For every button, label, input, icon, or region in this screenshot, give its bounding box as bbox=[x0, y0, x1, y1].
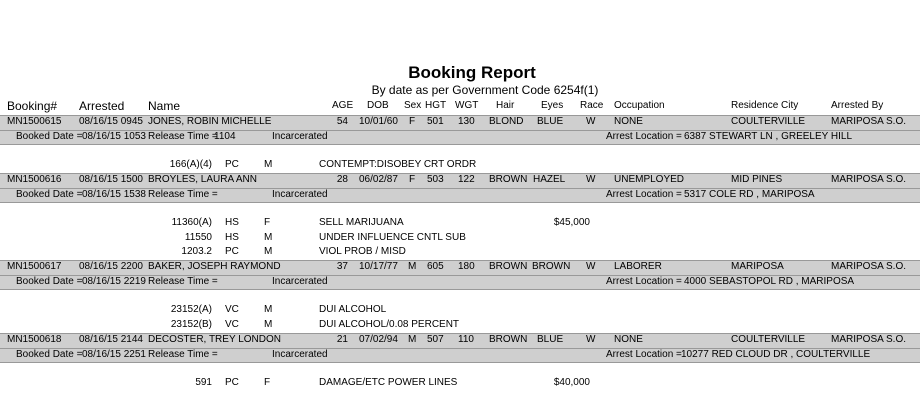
arrest-location-value: 5317 COLE RD , MARIPOSA bbox=[684, 189, 815, 200]
charge-level: M bbox=[264, 159, 273, 170]
weight-value: 110 bbox=[458, 334, 474, 345]
age-value: 28 bbox=[336, 174, 348, 185]
release-time-label: Release Time = bbox=[148, 131, 218, 142]
arrested-datetime: 08/16/15 0945 bbox=[79, 116, 143, 127]
person-name: JONES, ROBIN MICHELLE bbox=[148, 116, 272, 127]
charge-code: 1203.2 bbox=[181, 246, 212, 257]
col-name: Name bbox=[148, 99, 181, 113]
release-time-label: Release Time = bbox=[148, 189, 218, 200]
person-name: BAKER, JOSEPH RAYMOND bbox=[148, 261, 281, 272]
booked-date-value: 08/16/15 1053 bbox=[82, 131, 146, 142]
weight-value: 180 bbox=[458, 261, 475, 272]
booked-date-label: Booked Date = bbox=[16, 349, 83, 360]
height-value: 605 bbox=[427, 261, 444, 272]
charge-description: DUI ALCOHOL/0.08 PERCENT bbox=[319, 319, 460, 330]
status-value: Incarcerated bbox=[272, 189, 328, 200]
arrest-location-label: Arrest Location = bbox=[606, 189, 682, 200]
sex-value: M bbox=[408, 261, 417, 272]
col-wgt: WGT bbox=[455, 100, 479, 111]
arrested-by-value: MARIPOSA S.O. bbox=[831, 116, 907, 127]
residence-city-value: COULTERVILLE bbox=[731, 116, 806, 127]
residence-city-value: MARIPOSA bbox=[731, 261, 784, 272]
race-value: W bbox=[586, 334, 596, 345]
charge-type: HS bbox=[225, 232, 239, 243]
charge-code: 23152(B) bbox=[170, 319, 212, 330]
charge-level: M bbox=[264, 232, 273, 243]
height-value: 501 bbox=[427, 116, 444, 127]
booked-date-value: 08/16/15 2251 bbox=[82, 349, 146, 360]
dob-value: 10/01/60 bbox=[359, 116, 398, 127]
arrest-location-value: 6387 STEWART LN , GREELEY HILL bbox=[684, 131, 853, 142]
charge-level: F bbox=[264, 217, 271, 228]
status-value: Incarcerated bbox=[272, 276, 328, 287]
arrest-location-label: Arrest Location = bbox=[606, 276, 682, 287]
charge-type: PC bbox=[225, 246, 239, 257]
booking-number: MN1500616 bbox=[7, 174, 62, 185]
charge-description: VIOL PROB / MISD bbox=[319, 246, 406, 257]
arrested-datetime: 08/16/15 1500 bbox=[79, 174, 143, 185]
residence-city-value: MID PINES bbox=[731, 174, 783, 185]
release-time-label: Release Time = bbox=[148, 276, 218, 287]
charge-code: 591 bbox=[195, 377, 212, 388]
weight-value: 122 bbox=[458, 174, 475, 185]
arrested-datetime: 08/16/15 2200 bbox=[79, 261, 143, 272]
report-subtitle: By date as per Government Code 6254f(1) bbox=[371, 83, 599, 97]
arrest-location-value: 10277 RED CLOUD DR , COULTERVILLE bbox=[681, 349, 871, 360]
sex-value: F bbox=[409, 174, 416, 185]
booked-date-value: 08/16/15 1538 bbox=[82, 189, 146, 200]
charge-level: M bbox=[264, 319, 273, 330]
height-value: 507 bbox=[427, 334, 444, 345]
charge-code: 11360(A) bbox=[171, 217, 212, 228]
charge-description: SELL MARIJUANA bbox=[319, 217, 404, 228]
person-name: DECOSTER, TREY LONDON bbox=[148, 334, 281, 345]
charge-type: PC bbox=[225, 159, 239, 170]
race-value: W bbox=[586, 261, 596, 272]
arrested-datetime: 08/16/15 2144 bbox=[79, 334, 143, 345]
height-value: 503 bbox=[427, 174, 444, 185]
release-time-label: Release Time = bbox=[148, 349, 218, 360]
release-time-value: 1104 bbox=[214, 131, 236, 142]
age-value: 37 bbox=[336, 261, 348, 272]
charge-level: M bbox=[264, 304, 273, 315]
arrested-by-value: MARIPOSA S.O. bbox=[831, 174, 907, 185]
arrest-location-label: Arrest Location = bbox=[606, 349, 682, 360]
sex-value: F bbox=[409, 116, 416, 127]
dob-value: 06/02/87 bbox=[359, 174, 398, 185]
status-value: Incarcerated bbox=[272, 349, 328, 360]
arrest-location-label: Arrest Location = bbox=[606, 131, 682, 142]
eyes-value: HAZEL bbox=[533, 174, 566, 185]
hair-value: BROWN bbox=[489, 261, 528, 272]
charge-description: CONTEMPT:DISOBEY CRT ORDR bbox=[319, 159, 477, 170]
person-name: BROYLES, LAURA ANN bbox=[148, 174, 257, 185]
charge-level: F bbox=[264, 377, 271, 388]
col-arrested: Arrested bbox=[79, 99, 125, 113]
occupation-value: NONE bbox=[614, 116, 643, 127]
arrested-by-value: MARIPOSA S.O. bbox=[831, 261, 907, 272]
occupation-value: NONE bbox=[614, 334, 643, 345]
sex-value: M bbox=[408, 334, 417, 345]
arrested-by-value: MARIPOSA S.O. bbox=[831, 334, 907, 345]
eyes-value: BLUE bbox=[537, 116, 564, 127]
col-arrested-by: Arrested By bbox=[831, 100, 884, 111]
age-value: 54 bbox=[336, 116, 348, 127]
hair-value: BLOND bbox=[489, 116, 524, 127]
race-value: W bbox=[586, 174, 596, 185]
booking-number: MN1500617 bbox=[7, 261, 62, 272]
col-hgt: HGT bbox=[425, 100, 447, 111]
charge-description: DUI ALCOHOL bbox=[319, 304, 387, 315]
hair-value: BROWN bbox=[489, 174, 528, 185]
col-eyes: Eyes bbox=[541, 100, 564, 111]
charge-code: 166(A)(4) bbox=[169, 159, 212, 170]
booked-date-label: Booked Date = bbox=[16, 131, 83, 142]
booking-number: MN1500615 bbox=[7, 116, 62, 127]
report-title: Booking Report bbox=[408, 63, 536, 82]
residence-city-value: COULTERVILLE bbox=[731, 334, 806, 345]
status-value: Incarcerated bbox=[272, 131, 328, 142]
col-residence-city: Residence City bbox=[731, 100, 799, 111]
charge-type: VC bbox=[225, 304, 239, 315]
hair-value: BROWN bbox=[489, 334, 528, 345]
col-age: AGE bbox=[332, 100, 354, 111]
charge-bail: $45,000 bbox=[553, 217, 590, 228]
dob-value: 07/02/94 bbox=[359, 334, 398, 345]
eyes-value: BLUE bbox=[537, 334, 564, 345]
col-hair: Hair bbox=[496, 100, 515, 111]
booked-date-label: Booked Date = bbox=[16, 189, 83, 200]
col-sex: Sex bbox=[404, 100, 422, 111]
dob-value: 10/17/77 bbox=[359, 261, 398, 272]
charge-code: 11550 bbox=[184, 232, 212, 243]
arrest-location-value: 4000 SEBASTOPOL RD , MARIPOSA bbox=[684, 276, 855, 287]
race-value: W bbox=[586, 116, 596, 127]
occupation-value: LABORER bbox=[614, 261, 662, 272]
charge-description: UNDER INFLUENCE CNTL SUB bbox=[319, 232, 466, 243]
age-value: 21 bbox=[336, 334, 348, 345]
booking-number: MN1500618 bbox=[7, 334, 62, 345]
charge-code: 23152(A) bbox=[170, 304, 212, 315]
col-dob: DOB bbox=[367, 100, 389, 111]
weight-value: 130 bbox=[458, 116, 475, 127]
charge-type: HS bbox=[225, 217, 239, 228]
charge-bail: $40,000 bbox=[553, 377, 590, 388]
occupation-value: UNEMPLOYED bbox=[614, 174, 685, 185]
charge-description: DAMAGE/ETC POWER LINES bbox=[319, 377, 458, 388]
col-occupation: Occupation bbox=[614, 100, 665, 111]
eyes-value: BROWN bbox=[532, 261, 571, 272]
booked-date-value: 08/16/15 2219 bbox=[82, 276, 146, 287]
charge-type: PC bbox=[225, 377, 239, 388]
booked-date-label: Booked Date = bbox=[16, 276, 83, 287]
charge-level: M bbox=[264, 246, 273, 257]
col-booking: Booking# bbox=[7, 99, 58, 113]
charge-type: VC bbox=[225, 319, 239, 330]
col-race: Race bbox=[580, 100, 604, 111]
